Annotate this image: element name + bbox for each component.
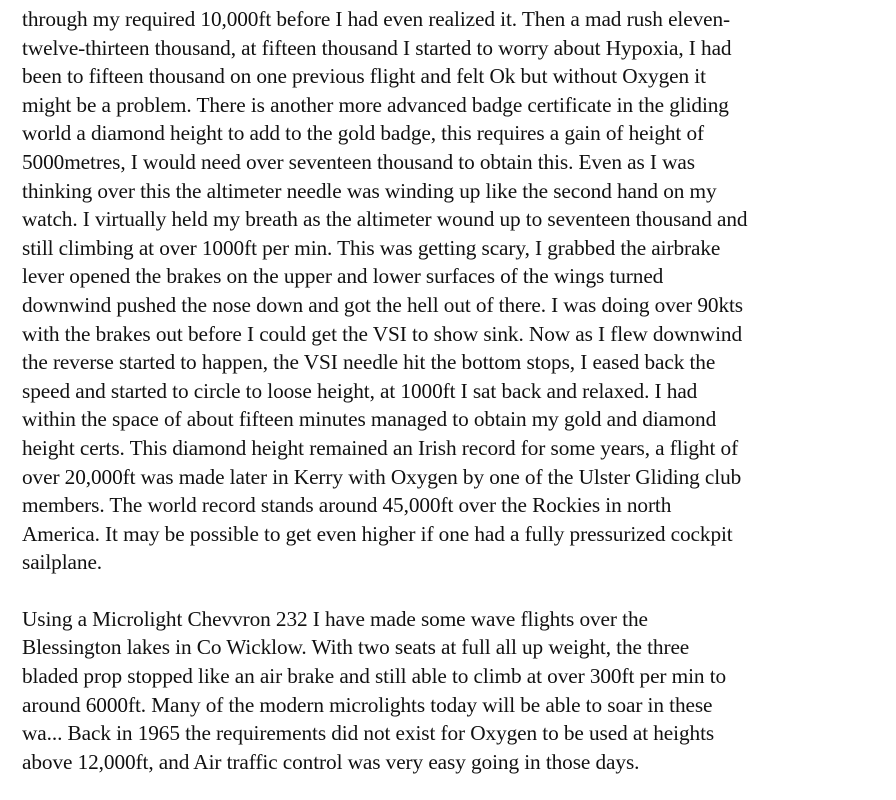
text-line: wa... Back in 1965 the requirements did not exist for Oxygen to be used at heights [22,721,715,746]
text-line: America. It may be possible to get even higher if one had a fully pressurized cockpit [22,521,733,546]
paragraph-spacer [22,577,890,605]
paragraph-1 [22,5,890,577]
text-line: the reverse started to happen, the VSI needle hit the bottom stops, I eased back the [22,350,716,375]
text-line: watch. I virtually held my breath as the altimeter wound up to seventeen thousand and [22,207,748,232]
text-line: sailplane. [22,550,103,575]
text-line: Blessington lakes in Co Wicklow. With two seats at full all up weight, the three [22,635,690,660]
paragraph-2 [22,605,890,777]
text-line: height certs. This diamond height remained an Irish record for some years, a flight of [22,435,739,460]
text-line: around 6000ft. Many of the modern microlights today will be able to soar in these [22,692,713,717]
text-line: still climbing at over 1000ft per min. This was getting scary, I grabbed the airbrake [22,235,721,260]
text-line: speed and started to circle to loose height, at 1000ft I sat back and relaxed. I had [22,378,698,403]
text-line: 5000metres, I would need over seventeen thousand to obtain this. Even as I was [22,149,695,174]
text-line: bladed prop stopped like an air brake and still able to climb at over 300ft per min to [22,664,727,689]
text-line: twelve-thirteen thousand, at fifteen thousand I started to worry about Hypoxia, I had [22,35,732,60]
text-line: over 20,000ft was made later in Kerry with Oxygen by one of the Ulster Gliding club [22,464,742,489]
text-line: downwind pushed the nose down and got the hell out of there. I was doing over 90kts [22,292,743,317]
text-line: Using a Microlight Chevvron 232 I have made some wave flights over the [22,606,648,631]
text-line: thinking over this the altimeter needle was winding up like the second hand on my [22,178,717,203]
text-line: lever opened the brakes on the upper and lower surfaces of the wings turned [22,264,664,289]
text-line: with the brakes out before I could get the VSI to show sink. Now as I flew downwind [22,321,743,346]
text-line: through my required 10,000ft before I had even realized it. Then a mad rush eleven- [22,7,731,31]
text-line: above 12,000ft, and Air traffic control was very easy going in those days. [22,749,640,774]
text-line: might be a problem. There is another more advanced badge certificate in the gliding [22,92,729,117]
text-line: been to fifteen thousand on one previous flight and felt Ok but without Oxygen it [22,64,706,89]
text-line: members. The world record stands around 45,000ft over the Rockies in north [22,493,672,518]
text-line: within the space of about fifteen minutes managed to obtain my gold and diamond [22,407,717,432]
text-line: world a diamond height to add to the gold badge, this requires a gain of height of [22,121,705,146]
document-page [22,5,890,776]
